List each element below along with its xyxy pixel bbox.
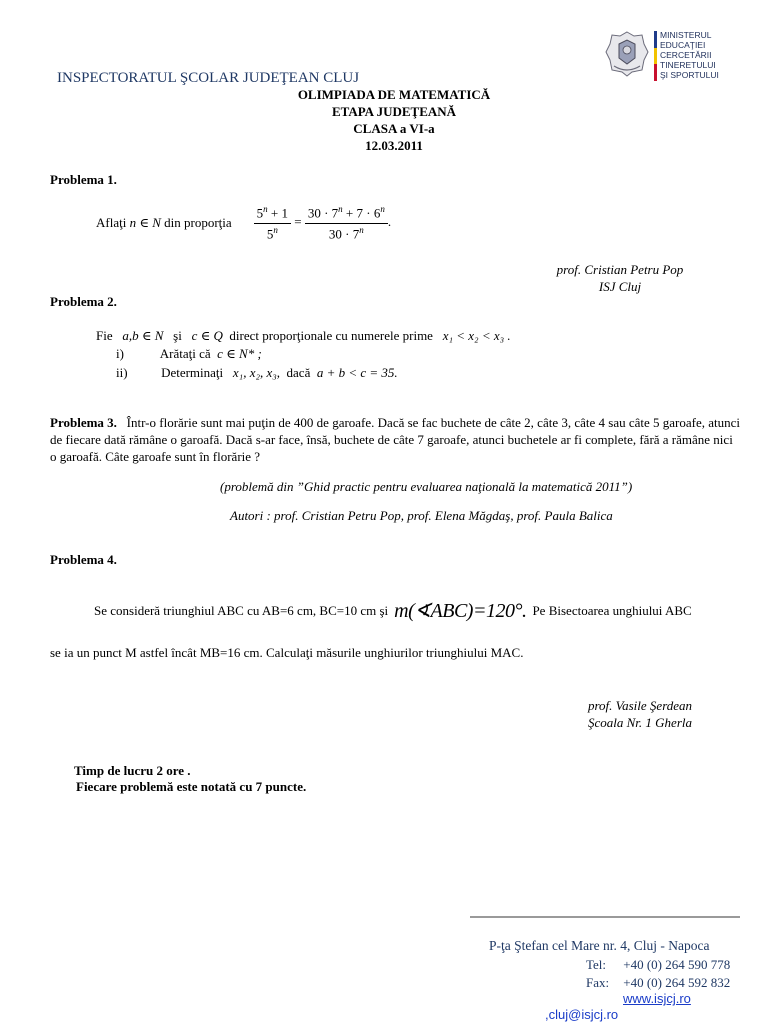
problem-4-line-2: se ia un punct M astfel încât MB=16 cm. Calculaţi măsurile unghiurilor triunghiului MAC. [50, 645, 524, 660]
contact-fax [586, 975, 730, 991]
fax-label: Fax: [586, 975, 610, 990]
problem-4-line-1 [94, 598, 692, 623]
problem-2-text: direct proporţionale cu numerele prime [229, 328, 433, 343]
problem-3-authors: Autori : prof. Cristian Petru Pop, prof. Elena Măgdaş, prof. Paula Balica [230, 508, 613, 523]
website-link[interactable]: www.isjcj.ro [623, 991, 691, 1006]
problem-3-heading: Problema 3. [50, 415, 117, 430]
problem-4-text-b: Pe Bisectoarea unghiului ABC [532, 602, 692, 618]
title-line: ETAPA JUDEŢEANĂ [331, 104, 457, 119]
author-affiliation: ISJ Cluj [598, 279, 642, 294]
tel-number: +40 (0) 264 590 778 [623, 957, 731, 972]
ministry-crest-logo [604, 30, 650, 78]
item-label: ii) [116, 365, 128, 380]
scoring-note: Fiecare problemă este notată cu 7 puncte. [76, 779, 307, 794]
author-affiliation: Şcoala Nr. 1 Gherla [588, 715, 692, 730]
problem-2-fie: Fie [96, 328, 113, 343]
ministry-name [660, 30, 719, 80]
ministry-line: TINERETULUI [660, 60, 716, 70]
problem-2-item-i [116, 346, 262, 362]
author-name: prof. Cristian Petru Pop [556, 262, 684, 277]
ministry-color-bar [654, 31, 657, 81]
problem-1-heading: Problema 1. [50, 172, 117, 187]
problem-3-paragraph [50, 414, 740, 465]
contact-tel [586, 957, 730, 973]
olympiad-title [244, 86, 544, 154]
item-daca: dacă [286, 365, 311, 380]
footer-divider [470, 916, 740, 918]
item-vars: x₁, x₂, x₃, [232, 365, 281, 380]
ministry-line: MINISTERUL [660, 30, 712, 40]
item-label: i) [116, 346, 124, 361]
problem-4-heading: Problema 4. [50, 552, 117, 567]
problem-1-author [520, 261, 720, 295]
problem-2-item-ii [116, 365, 398, 381]
fax-number: +40 (0) 264 592 832 [623, 975, 731, 990]
ministry-line: EDUCAŢIEI [660, 40, 706, 50]
problem-1-text: Aflaţi [96, 215, 127, 230]
problem-3-source: (problemă din ”Ghid practic pentru evaluarea naţională la matematică 2011”) [220, 479, 633, 494]
problem-4-author [560, 697, 720, 731]
ministry-line: CERCETĂRII [660, 50, 712, 60]
problem-4-angle: m(∢ABC)=120°. [394, 600, 527, 622]
problem-2-heading: Problema 2. [50, 294, 117, 309]
item-math: c ∈ N* ; [217, 346, 262, 361]
problem-2-c: c ∈ Q [191, 328, 223, 343]
title-line: CLASA a VI-a [353, 121, 435, 136]
problem-4-text: Se consideră triunghiul ABC cu AB=6 cm, BC=10 cm şi [94, 602, 389, 618]
tel-label: Tel: [586, 957, 607, 972]
ministry-line: ŞI SPORTULUI [660, 70, 719, 80]
problem-1-equation: $\frac{5^n + 1}{5^n}$ = $\frac{30 \cdot 7^n + 7 \cdot 6^n}{30 \cdot 7^n}$ . [254, 204, 391, 242]
problem-3-text: Într-o florărie sunt mai puţin de 400 de garoafe. Dacă se fac buchete de câte 2, câte 3, câte 4 sau câte 5 garoafe, atunci de fiecare dată rămâne o garoafă. Dacă s-ar face, însă, buchete de câte 7 garoafe, atunci buchetele ar fi complete, fără a rămâne nici o garoafă. Câte garoafe sunt în florărie ? [50, 415, 740, 464]
contact-email[interactable]: ,cluj@isjcj.ro [545, 1007, 619, 1022]
item-condition: a + b < c = 35. [316, 365, 398, 380]
problem-1-statement [96, 201, 391, 245]
problem-2-ab: a,b ∈ N [122, 328, 164, 343]
problem-1-text-mid: din proporţia [164, 215, 232, 230]
problem-1-set: n ∈ N [129, 215, 161, 230]
time-note: Timp de lucru 2 ore . [74, 763, 191, 778]
title-line: OLIMPIADA DE MATEMATICĂ [297, 87, 491, 102]
item-text: Arătaţi că [159, 346, 211, 361]
problem-2-statement [96, 328, 511, 344]
inspectorate-name: INSPECTORATUL ŞCOLAR JUDEŢEAN CLUJ [57, 70, 360, 86]
problem-2-si: şi [173, 328, 182, 343]
problem-2-order: x₁ < x₂ < x₃ . [442, 328, 511, 343]
author-name: prof. Vasile Şerdean [587, 698, 693, 713]
contact-address: P-ţa Ştefan cel Mare nr. 4, Cluj - Napoca [489, 938, 710, 953]
item-text: Determinaţi [161, 365, 224, 380]
title-line: 12.03.2011 [365, 138, 423, 153]
